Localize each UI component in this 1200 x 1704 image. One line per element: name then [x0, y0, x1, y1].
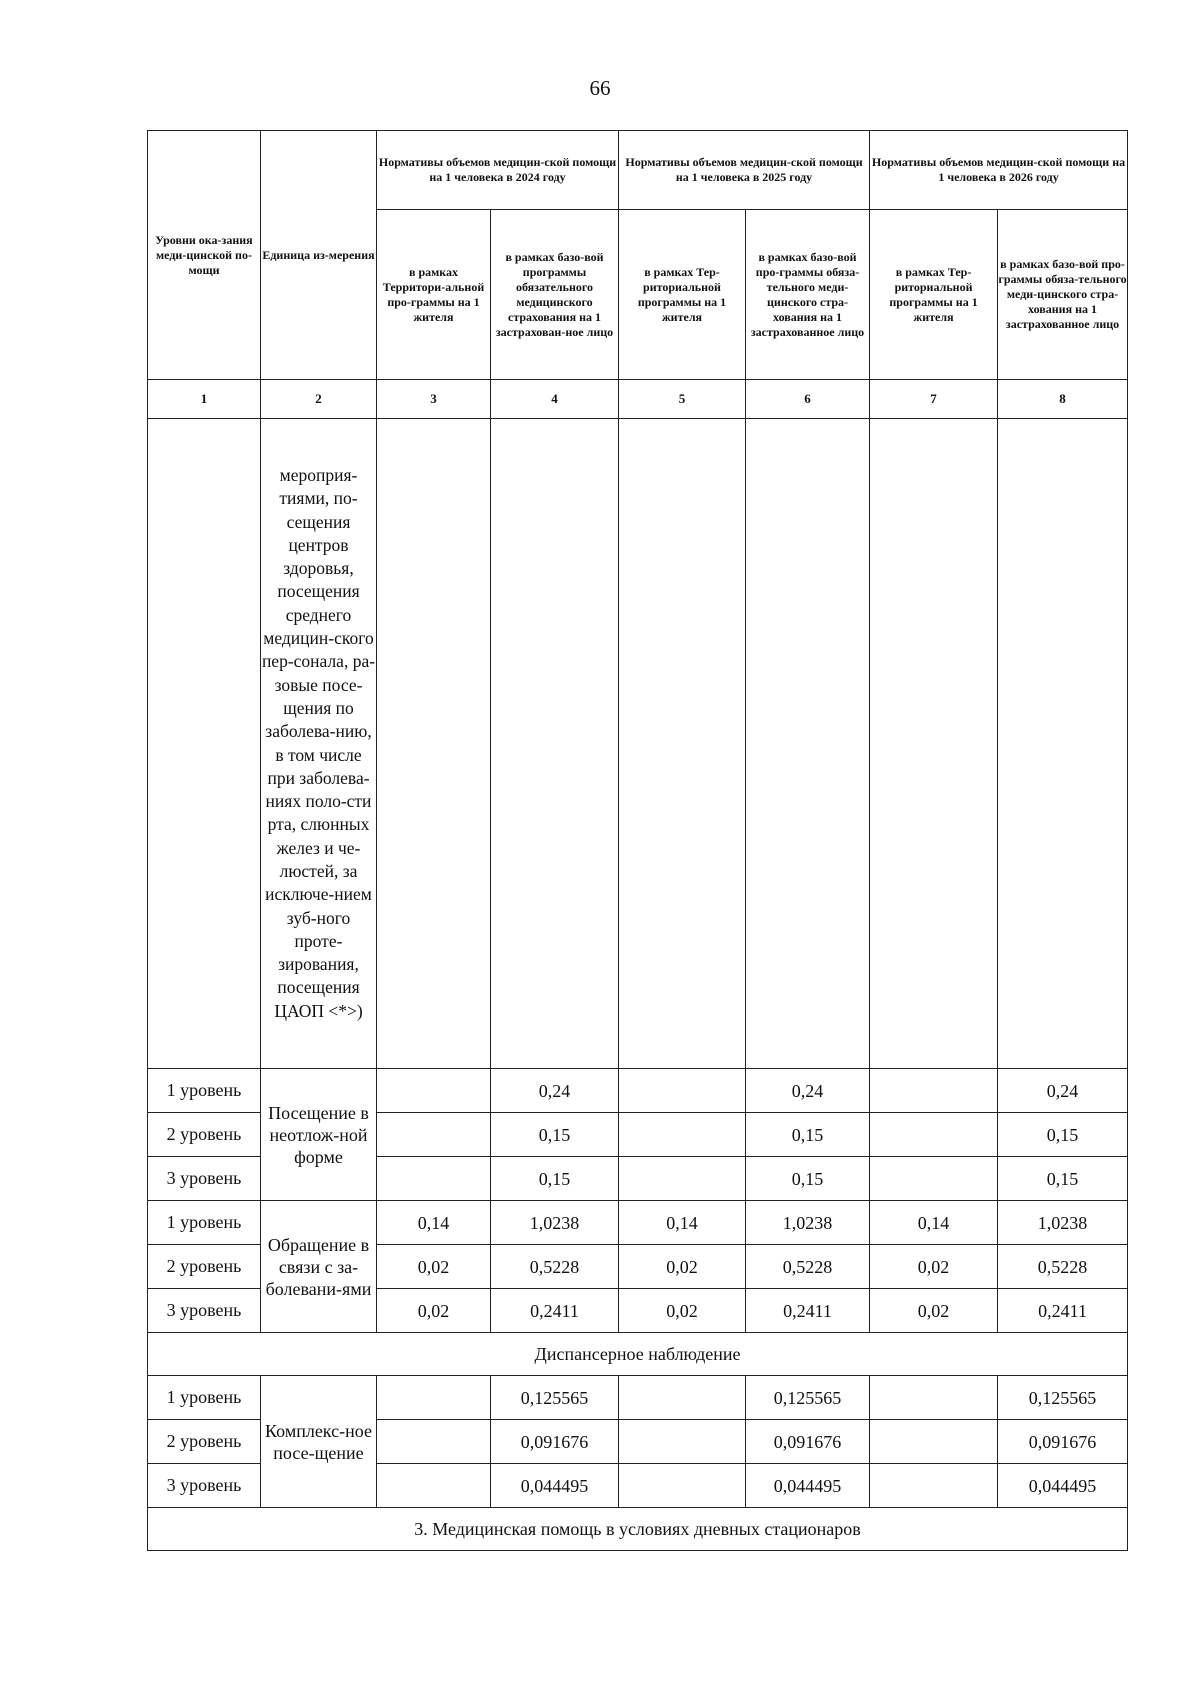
value-cell: 0,02 — [619, 1289, 746, 1333]
value-cell: 0,044495 — [746, 1464, 870, 1508]
value-cell: 0,5228 — [998, 1245, 1128, 1289]
empty-cell — [870, 419, 998, 1069]
level-cell: 3 уровень — [148, 1289, 261, 1333]
value-cell: 0,15 — [491, 1157, 619, 1201]
level-cell: 1 уровень — [148, 1069, 261, 1113]
unit-cell: Обращение в связи с за-болевани-ями — [261, 1201, 377, 1333]
value-cell — [619, 1464, 746, 1508]
column-number-row — [148, 380, 1128, 419]
level-cell: 3 уровень — [148, 1464, 261, 1508]
col-number: 1 — [148, 380, 261, 419]
empty-cell — [377, 419, 491, 1069]
col-number: 4 — [491, 380, 619, 419]
level-cell: 2 уровень — [148, 1420, 261, 1464]
value-cell: 0,125565 — [746, 1376, 870, 1420]
value-cell: 0,091676 — [746, 1420, 870, 1464]
value-cell: 1,0238 — [491, 1201, 619, 1245]
unit-cell: Посещение в неотлож-ной форме — [261, 1069, 377, 1201]
value-cell: 0,044495 — [491, 1464, 619, 1508]
empty-cell — [491, 419, 619, 1069]
table-row — [148, 1069, 1128, 1113]
value-cell: 0,24 — [746, 1069, 870, 1113]
value-cell: 0,15 — [746, 1113, 870, 1157]
value-cell — [619, 1420, 746, 1464]
value-cell — [377, 1069, 491, 1113]
section-day-hospital: 3. Медицинская помощь в условиях дневных стационаров — [148, 1508, 1128, 1551]
header-group-2026: Нормативы объемов медицин-ской помощи на 1 человека в 2026 году — [870, 131, 1128, 210]
value-cell — [619, 1069, 746, 1113]
value-cell — [377, 1376, 491, 1420]
value-cell — [870, 1464, 998, 1508]
value-cell — [870, 1157, 998, 1201]
value-cell: 0,5228 — [746, 1245, 870, 1289]
value-cell: 0,02 — [377, 1245, 491, 1289]
continuation-row — [148, 419, 1128, 1069]
section-dispensary: Диспансерное наблюдение — [148, 1333, 1128, 1376]
continuation-unit-text: мероприя-тиями, по-сещения центров здоровья, посещения среднего медицин-ского пер-сонала, ра-зовые посе-щения по заболева-нию, в том числе при заболева-ниях поло-сти рта, слюнных желез и че-люстей, за исключе-нием зуб-ного проте-зирования, посещения ЦАОП <*>) — [261, 419, 377, 1069]
value-cell — [377, 1157, 491, 1201]
col-number: 8 — [998, 380, 1128, 419]
value-cell: 1,0238 — [746, 1201, 870, 1245]
level-cell: 3 уровень — [148, 1157, 261, 1201]
norms-table — [147, 130, 1128, 1551]
value-cell: 0,125565 — [998, 1376, 1128, 1420]
header-sub-4: в рамках базо-вой программы обязательного медицинского страхования на 1 застрахован-ное лицо — [491, 210, 619, 380]
value-cell: 0,15 — [746, 1157, 870, 1201]
header-sub-5: в рамках Тер-риториальной программы на 1 жителя — [619, 210, 746, 380]
value-cell: 0,14 — [870, 1201, 998, 1245]
value-cell: 0,24 — [491, 1069, 619, 1113]
header-sub-6: в рамках базо-вой про-граммы обяза-тельного меди-цинского стра-хования на 1 застрахованное лицо — [746, 210, 870, 380]
value-cell: 0,15 — [998, 1157, 1128, 1201]
value-cell: 0,5228 — [491, 1245, 619, 1289]
value-cell: 0,044495 — [998, 1464, 1128, 1508]
value-cell: 0,15 — [491, 1113, 619, 1157]
col-number: 5 — [619, 380, 746, 419]
value-cell — [619, 1376, 746, 1420]
header-group-2024: Нормативы объемов медицин-ской помощи на 1 человека в 2024 году — [377, 131, 619, 210]
value-cell — [619, 1157, 746, 1201]
header-level: Уровни ока-зания меди-цинской по-мощи — [148, 131, 261, 380]
header-unit: Единица из-мерения — [261, 131, 377, 380]
level-cell: 1 уровень — [148, 1201, 261, 1245]
col-number: 6 — [746, 380, 870, 419]
value-cell: 0,24 — [998, 1069, 1128, 1113]
table-row — [148, 1201, 1128, 1245]
empty-cell — [998, 419, 1128, 1069]
value-cell — [377, 1420, 491, 1464]
value-cell — [870, 1069, 998, 1113]
value-cell: 1,0238 — [998, 1201, 1128, 1245]
value-cell — [377, 1464, 491, 1508]
empty-cell — [619, 419, 746, 1069]
value-cell: 0,14 — [377, 1201, 491, 1245]
level-cell: 1 уровень — [148, 1376, 261, 1420]
value-cell: 0,02 — [377, 1289, 491, 1333]
value-cell: 0,02 — [870, 1289, 998, 1333]
value-cell: 0,15 — [998, 1113, 1128, 1157]
value-cell: 0,14 — [619, 1201, 746, 1245]
page-number: 66 — [589, 76, 611, 100]
unit-cell: Комплекс-ное посе-щение — [261, 1376, 377, 1508]
header-sub-3: в рамках Территори-альной про-граммы на 1 жителя — [377, 210, 491, 380]
value-cell — [870, 1420, 998, 1464]
table-row — [148, 1376, 1128, 1420]
header-sub-8: в рамках базо-вой про-граммы обяза-тельного меди-цинского стра-хования на 1 застрахованное лицо — [998, 210, 1128, 380]
header-group-2025: Нормативы объемов медицин-ской помощи на 1 человека в 2025 году — [619, 131, 870, 210]
value-cell: 0,02 — [870, 1245, 998, 1289]
value-cell — [619, 1113, 746, 1157]
level-cell: 2 уровень — [148, 1245, 261, 1289]
value-cell: 0,2411 — [998, 1289, 1128, 1333]
level-cell: 2 уровень — [148, 1113, 261, 1157]
header-sub-7: в рамках Тер-риториальной программы на 1 жителя — [870, 210, 998, 380]
value-cell: 0,125565 — [491, 1376, 619, 1420]
value-cell — [870, 1113, 998, 1157]
value-cell: 0,091676 — [998, 1420, 1128, 1464]
empty-cell — [746, 419, 870, 1069]
col-number: 7 — [870, 380, 998, 419]
value-cell: 0,2411 — [746, 1289, 870, 1333]
value-cell: 0,2411 — [491, 1289, 619, 1333]
value-cell: 0,091676 — [491, 1420, 619, 1464]
value-cell — [377, 1113, 491, 1157]
value-cell — [870, 1376, 998, 1420]
col-number: 2 — [261, 380, 377, 419]
value-cell: 0,02 — [619, 1245, 746, 1289]
empty-cell — [148, 419, 261, 1069]
col-number: 3 — [377, 380, 491, 419]
